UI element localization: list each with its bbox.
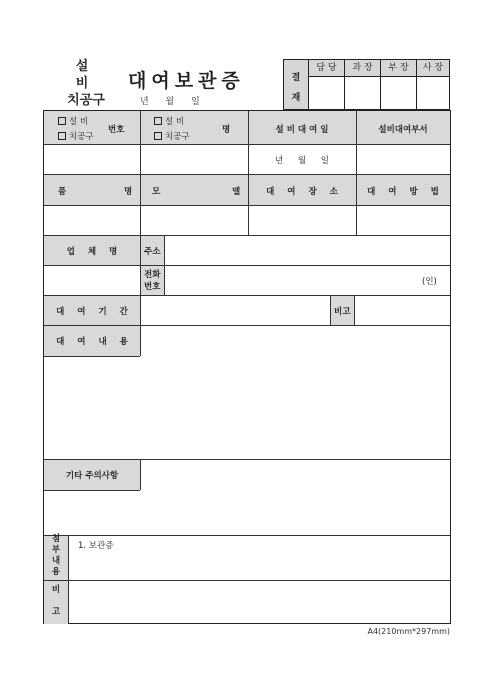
model-label-2: 델: [232, 187, 241, 197]
tool-check-label-2: 치공구: [165, 132, 190, 142]
remark-label: 비고: [334, 307, 351, 317]
approval-side-1: 결: [291, 73, 301, 83]
name-label: 명: [222, 125, 231, 135]
phone-label: 전화 번호: [144, 270, 161, 292]
equip-check-label-2: 설 비: [165, 117, 185, 127]
checkbox-icon: [154, 132, 162, 140]
equipment-type-label: [60, 58, 112, 109]
checkbox-icon: [58, 117, 66, 125]
header-date: 년 월 일: [140, 97, 200, 107]
other-notes-label: 기타 주의사항: [65, 471, 119, 481]
approval-sign-section-chief[interactable]: [344, 77, 380, 109]
approval-side-2: 재: [291, 93, 301, 103]
rental-day-value[interactable]: 년 월 일: [274, 156, 330, 166]
rental-content-label: 대 여 내 용: [56, 337, 128, 347]
checkbox-icon: [154, 117, 162, 125]
approval-role-section-chief: 과 장: [344, 60, 380, 77]
approval-box: [283, 59, 450, 110]
equip-checkbox-option[interactable]: [58, 115, 88, 127]
seal-mark: (인): [422, 277, 437, 287]
rental-place-label: 대 여 장 소: [266, 187, 338, 197]
approval-role-president: 사 장: [416, 60, 449, 77]
attachment-item[interactable]: 1. 보관증: [78, 541, 114, 551]
approval-side-label: [284, 60, 308, 109]
rental-dept-label: 설비대여부서: [378, 125, 428, 135]
address-label: 주소: [144, 247, 161, 257]
approval-sign-dept-head[interactable]: [380, 77, 416, 109]
tool-checkbox-option-2[interactable]: [154, 130, 190, 142]
approval-role-staff: 담 당: [308, 60, 344, 77]
company-label: 업 체 명: [66, 247, 118, 257]
approval-sign-staff[interactable]: [308, 77, 344, 109]
page-title: 대여보관증: [128, 70, 245, 92]
item-label-2: 명: [124, 187, 133, 197]
attachment-label: 첨 부 내 용: [51, 534, 61, 577]
rental-day-label: 설 비 대 여 일: [275, 125, 329, 135]
equip-checkbox-option-2[interactable]: [154, 115, 184, 127]
tool-checkbox-option[interactable]: [58, 130, 94, 142]
equip-line1: 설 비: [75, 59, 97, 91]
model-label: 모: [152, 187, 161, 197]
equip-line2: 치공구: [67, 93, 105, 108]
rental-form-table: [43, 110, 451, 624]
number-label: 번호: [108, 125, 125, 135]
rental-method-label: 대 여 방 법: [367, 187, 439, 197]
rental-period-label: 대 여 기 간: [56, 307, 128, 317]
item-label: 품: [58, 187, 67, 197]
equip-check-label: 설 비: [69, 117, 89, 127]
paper-size-note: A4(210mm*297mm): [367, 627, 450, 636]
checkbox-icon: [58, 132, 66, 140]
approval-role-dept-head: 부 장: [380, 60, 416, 77]
remark-label-2: 비 고: [51, 585, 61, 617]
approval-sign-president[interactable]: [416, 77, 449, 109]
tool-check-label: 치공구: [69, 132, 94, 142]
